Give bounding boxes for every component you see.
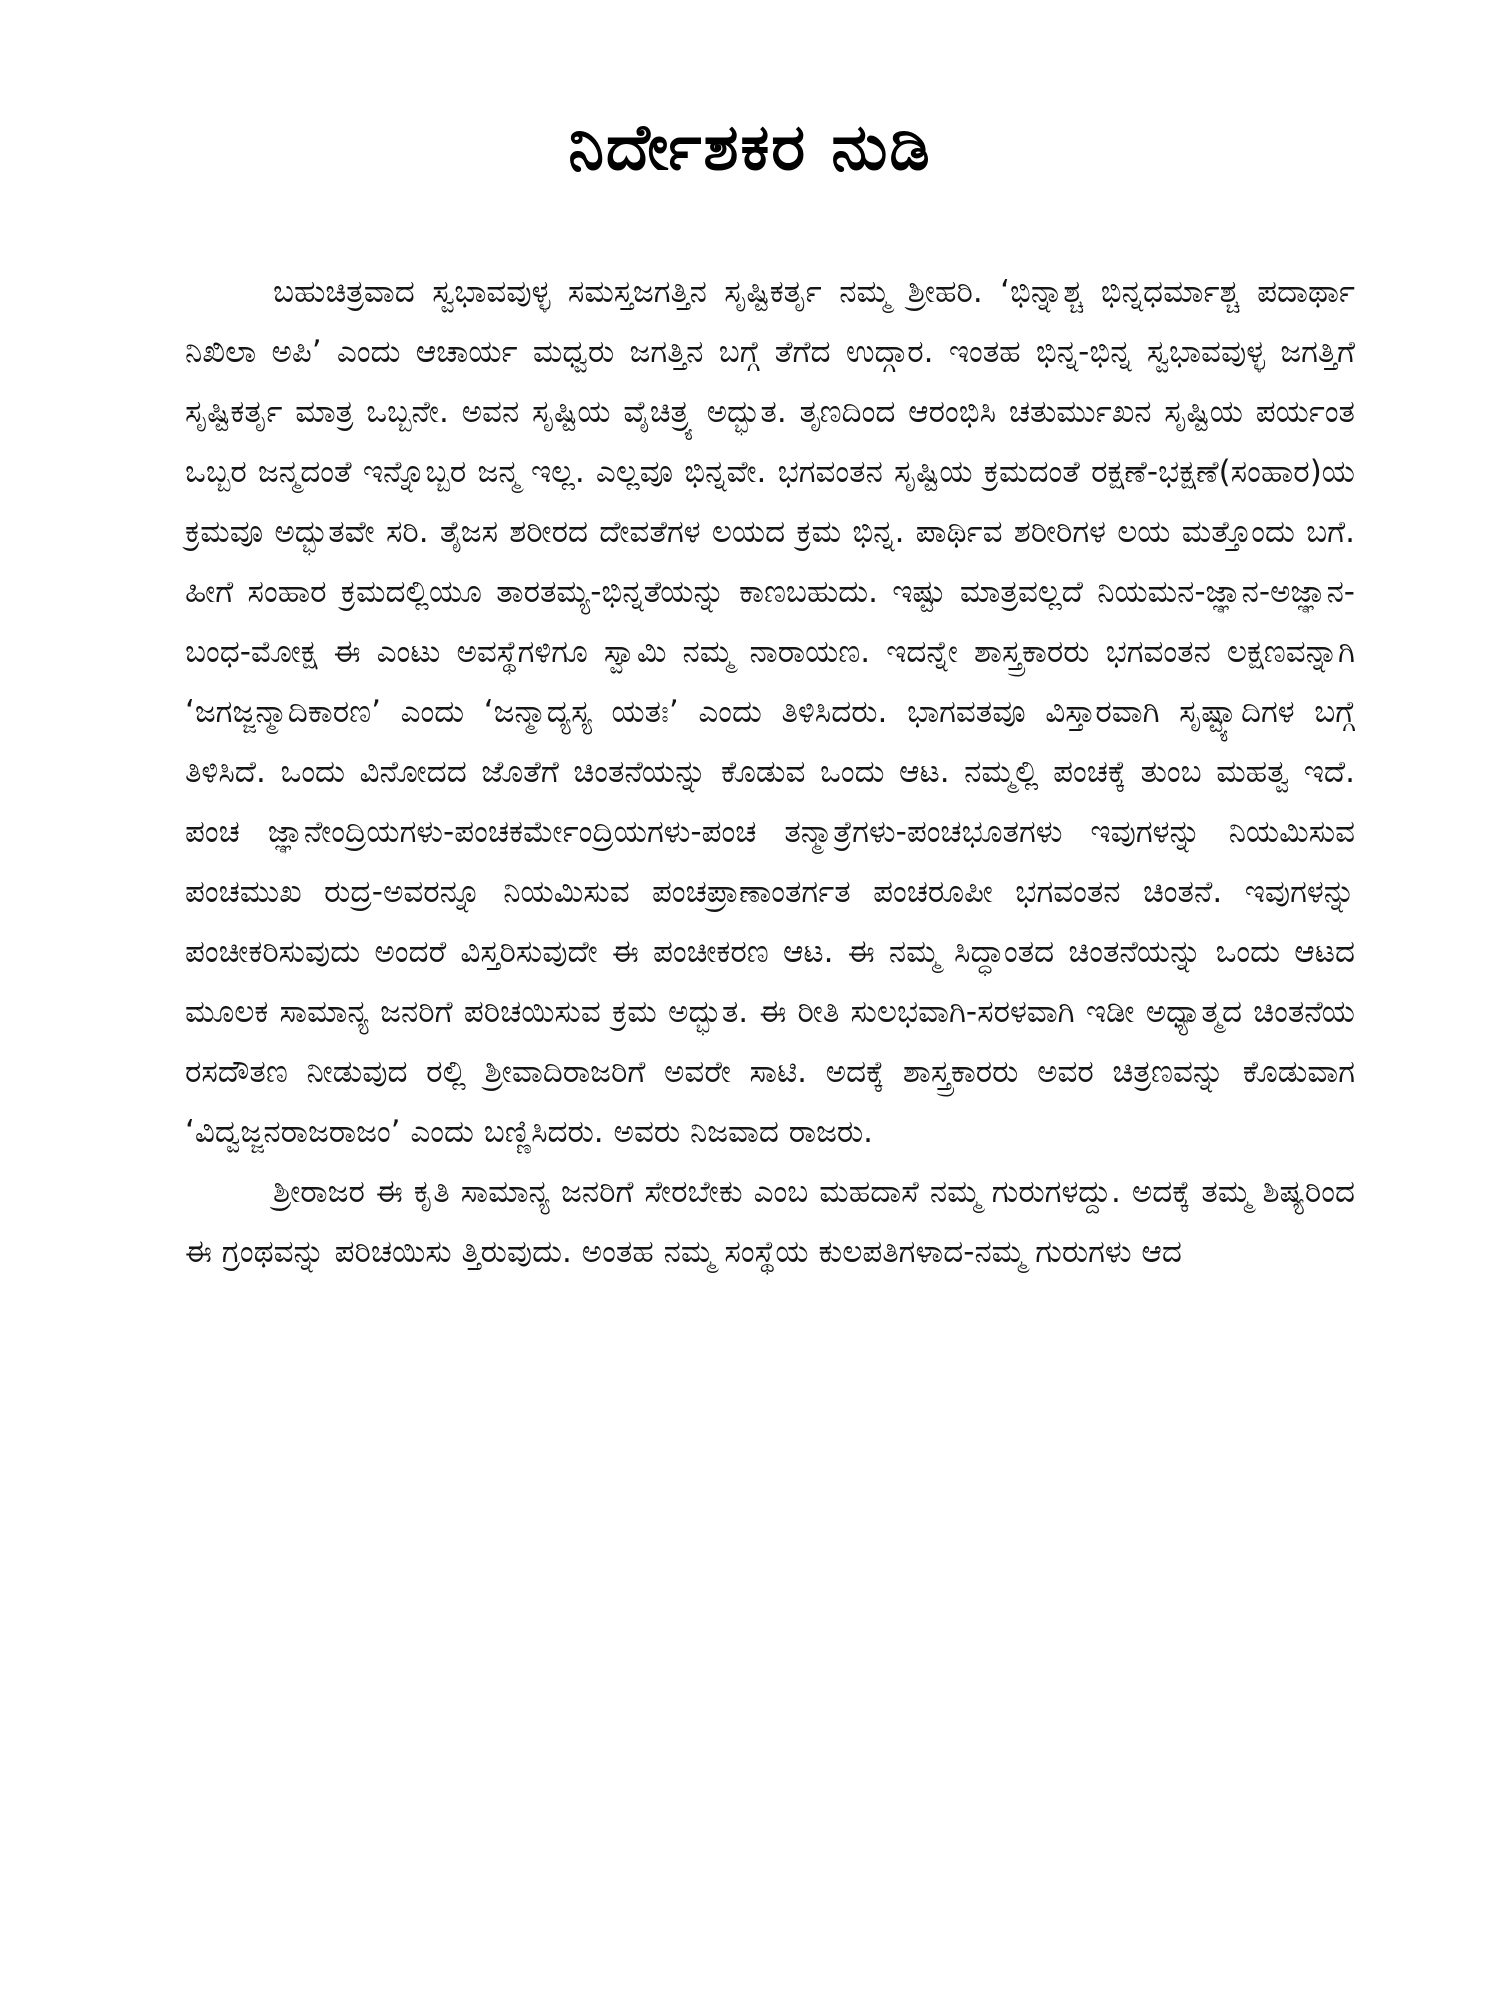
paragraph-1: ಬಹುಚಿತ್ರವಾದ ಸ್ವಭಾವವುಳ್ಳ ಸಮಸ್ತಜಗತ್ತಿನ ಸೃಷ್ಟಿಕರ್ತೃ ನಮ್ಮ ಶ್ರೀಹರಿ. ‘ಭಿನ್ನಾಶ್ಚ ಭಿನ್ನಧರ್ಮಾಶ್ಚ ಪದಾರ್ಥಾ ನಿಖಿಲಾ ಅಪಿ’ ಎಂದು ಆಚಾರ್ಯ ಮಧ್ವರು ಜಗತ್ತಿನ ಬಗ್ಗೆ ತೆಗೆದ ಉದ್ಗಾರ. ಇಂತಹ ಭಿನ್ನ-ಭಿನ್ನ ಸ್ವಭಾವವುಳ್ಳ ಜಗತ್ತಿಗೆ ಸೃಷ್ಟಿಕರ್ತೃ ಮಾತ್ರ ಒಬ್ಬನೇ. ಅವನ ಸೃಷ್ಟಿಯ ವೈಚಿತ್ರ್ಯ ಅದ್ಭುತ. ತೃಣದಿಂದ ಆರಂಭಿಸಿ ಚತುರ್ಮುಖನ ಸೃಷ್ಟಿಯ ಪರ್ಯಂತ ಒಬ್ಬರ ಜನ್ಮದಂತೆ ಇನ್ನೊಬ್ಬರ ಜನ್ಮ ಇಲ್ಲ. ಎಲ್ಲವೂ ಭಿನ್ನವೇ. ಭಗವಂತನ ಸೃಷ್ಟಿಯ ಕ್ರಮದಂತೆ ರಕ್ಷಣೆ-ಭಕ್ಷಣೆ(ಸಂಹಾರ)ಯ ಕ್ರಮವೂ ಅದ್ಭುತವೇ ಸರಿ. ತೈಜಸ ಶರೀರದ ದೇವತೆಗಳ ಲಯದ ಕ್ರಮ ಭಿನ್ನ. ಪಾರ್ಥಿವ ಶರೀರಿಗಳ ಲಯ ಮತ್ತೊಂದು ಬಗೆ. ಹೀಗೆ ಸಂಹಾರ ಕ್ರಮದಲ್ಲಿಯೂ ತಾರತಮ್ಯ-ಭಿನ್ನತೆಯನ್ನು ಕಾಣಬಹುದು. ಇಷ್ಟು ಮಾತ್ರವಲ್ಲದೆ ನಿಯಮನ-ಜ್ಞಾನ-ಅಜ್ಞಾನ-ಬಂಧ-ಮೋಕ್ಷ ಈ ಎಂಟು ಅವಸ್ಥೆಗಳಿಗೂ ಸ್ವಾಮಿ ನಮ್ಮ ನಾರಾಯಣ. ಇದನ್ನೇ ಶಾಸ್ತ್ರಕಾರರು ಭಗವಂತನ ಲಕ್ಷಣವನ್ನಾಗಿ ‘ಜಗಜ್ಜನ್ಮಾದಿಕಾರಣ’ ಎಂದು ‘ಜನ್ಮಾದ್ಯಸ್ಯ ಯತಃ’ ಎಂದು ತಿಳಿಸಿದರು. ಭಾಗವತವೂ ವಿಸ್ತಾರವಾಗಿ ಸೃಷ್ಟ್ಯಾದಿಗಳ ಬಗ್ಗೆ ತಿಳಿಸಿದೆ. ಒಂದು ವಿನೋದದ ಜೊತೆಗೆ ಚಿಂತನೆಯನ್ನು ಕೊಡುವ ಒಂದು ಆಟ. ನಮ್ಮಲ್ಲಿ ಪಂಚಕ್ಕೆ ತುಂಬ ಮಹತ್ವ ಇದೆ. ಪಂಚ ಜ್ಞಾನೇಂದ್ರಿಯಗಳು-ಪಂಚಕರ್ಮೇಂದ್ರಿಯಗಳು-ಪಂಚ ತನ್ಮಾತ್ರೆಗಳು-ಪಂಚಭೂತಗಳು ಇವುಗಳನ್ನು ನಿಯಮಿಸುವ ಪಂಚಮುಖ ರುದ್ರ-ಅವರನ್ನೂ ನಿಯಮಿಸುವ ಪಂಚಪ್ರಾಣಾಂತರ್ಗತ ಪಂಚರೂಪೀ ಭಗವಂತನ ಚಿಂತನೆ. ಇವುಗಳನ್ನು ಪಂಚೀಕರಿಸುವುದು ಅಂದರೆ ವಿಸ್ತರಿಸುವುದೇ ಈ ಪಂಚೀಕರಣ ಆಟ. ಈ ನಮ್ಮ ಸಿದ್ಧಾಂತದ ಚಿಂತನೆಯನ್ನು ಒಂದು ಆಟದ ಮೂಲಕ ಸಾಮಾನ್ಯ ಜನರಿಗೆ ಪರಿಚಯಿಸುವ ಕ್ರಮ ಅದ್ಭುತ. ಈ ರೀತಿ ಸುಲಭವಾಗಿ-ಸರಳವಾಗಿ ಇಡೀ ಅಧ್ಯಾತ್ಮದ ಚಿಂತನೆಯ ರಸದೌತಣ ನೀಡುವುದ ರಲ್ಲಿ ಶ್ರೀವಾದಿರಾಜರಿಗೆ ಅವರೇ ಸಾಟಿ. ಅದಕ್ಕೆ ಶಾಸ್ತ್ರಕಾರರು ಅವರ ಚಿತ್ರಣವನ್ನು ಕೊಡುವಾಗ ‘ವಿದ್ವಜ್ಜನರಾಜರಾಜಂ’ ಎಂದು ಬಣ್ಣಿಸಿದರು. ಅವರು ನಿಜವಾದ ರಾಜರು. <box>185 274 1355 1150</box>
paragraph-2: ಶ್ರೀರಾಜರ ಈ ಕೃತಿ ಸಾಮಾನ್ಯ ಜನರಿಗೆ ಸೇರಬೇಕು ಎಂಬ ಮಹದಾಸೆ ನಮ್ಮ ಗುರುಗಳದ್ದು. ಅದಕ್ಕೆ ತಮ್ಮ ಶಿಷ್ಯರಿಂದ ಈ ಗ್ರಂಥವನ್ನು ಪರಿಚಯಿಸು ತ್ತಿರುವುದು. ಅಂತಹ ನಮ್ಮ ಸಂಸ್ಥೆಯ ಕುಲಪತಿಗಳಾದ-ನಮ್ಮ ಗುರುಗಳು ಆದ <box>185 1174 1355 1270</box>
body-text <box>185 262 1355 1282</box>
page-title: ನಿರ್ದೇಶಕರ ನುಡಿ <box>568 110 932 185</box>
